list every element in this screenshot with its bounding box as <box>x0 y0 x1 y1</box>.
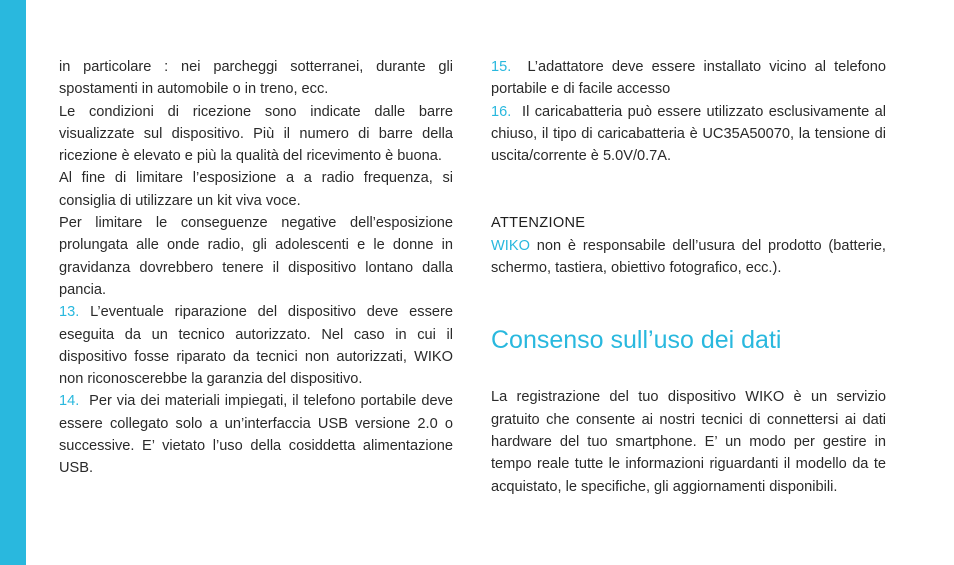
side-accent-bar <box>0 0 26 565</box>
paragraph-adolescents: Per limitare le conseguenze negative dell’esposizione prolungata alle onde radio, gli adolescenti e le donne in gravidanza dovrebbero tenere il dispositivo lontano dalla pancia. <box>59 215 453 298</box>
list-item-15 <box>491 56 886 101</box>
item-14-text: Per via dei materiali impiegati, il telefono portabile deve essere collegato solo a un’interfaccia USB versione 2.0 o successive. E’ vietato l’uso della cosiddetta alimentazione USB. <box>59 393 453 477</box>
item-15-text: L’adattatore deve essere installato vicino al telefono portabile e di facile accesso <box>491 59 886 98</box>
paragraph-hands-free: Al fine di limitare l’esposizione a a radio frequenza, si consiglia di utilizzare un kit viva voce. <box>59 170 453 209</box>
section-body: La registrazione del tuo dispositivo WIKO è un servizio gratuito che consente ai nostri tecnici di connettersi ai dati hardware del tuo smartphone. E’ un modo per gestire in tempo reale tutte le informazioni riguardanti il modello da te acquistato, le specifiche, gli aggiornamenti disponibili. <box>491 389 886 495</box>
item-16-text: Il caricabatteria può essere utilizzato esclusivamente al chiuso, il tipo di caricabatteria è UC35A50070, la tensione di uscita/corrente è 5.0V/0.7A. <box>491 103 886 165</box>
attention-heading: ATTENZIONE <box>491 215 586 232</box>
right-column <box>491 56 886 498</box>
item-13-number: 13. <box>59 304 80 321</box>
item-16-number: 16. <box>491 103 512 120</box>
item-13-text: L’eventuale riparazione del dispositivo deve essere eseguita da un tecnico autorizzato. Nel caso in cui il dispositivo fosse riparato da tecnici non autorizzati, WIKO non riconoscerebbe la garanzia del dispositivo. <box>59 304 453 388</box>
paragraph-reception-places: in particolare : nei parcheggi sotterranei, durante gli spostamenti in automobile o in treno, ecc. <box>59 59 453 98</box>
item-15-number: 15. <box>491 59 512 75</box>
list-item-16 <box>491 101 886 168</box>
left-column <box>59 56 453 480</box>
list-item-13 <box>59 301 453 390</box>
attention-brand: WIKO <box>491 237 530 254</box>
section-title: Consenso sull’uso dei dati <box>491 326 782 355</box>
attention-text: non è responsabile dell’usura del prodotto (batterie, schermo, tastiera, obiettivo fotografico, ecc.). <box>491 237 886 277</box>
attention-paragraph <box>491 235 886 280</box>
list-item-14 <box>59 390 453 479</box>
item-14-number: 14. <box>59 393 80 410</box>
paragraph-reception-bars: Le condizioni di ricezione sono indicate dalle barre visualizzate sul dispositivo. Più il numero di barre della ricezione è elevato e più la qualità del ricevimento è buona. <box>59 103 453 165</box>
